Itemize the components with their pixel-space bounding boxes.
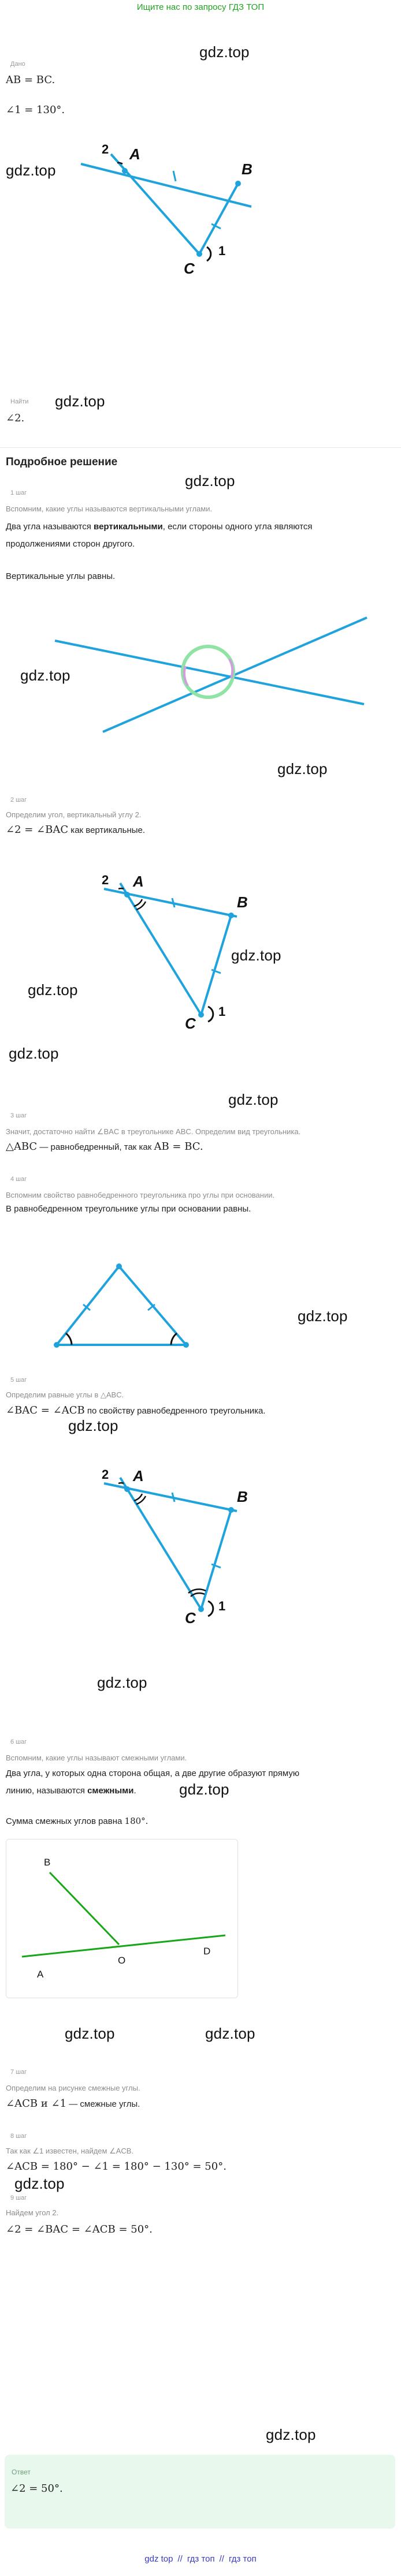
step-4-text: В равнобедренном треугольнике углы при основании равны.	[6, 1204, 251, 1214]
step-9-label: 9 шаг	[10, 2194, 27, 2201]
point-d-label: D	[203, 1946, 211, 1957]
watermark: gdz.top	[6, 162, 56, 179]
angle-1-label: 1	[218, 244, 226, 258]
step-3-hint: Значит, достаточно найти ∠BAC в треугольнике ABC. Определим вид треугольника.	[6, 1127, 301, 1136]
step-8-hint: Так как ∠1 известен, найдем ∠ACB.	[6, 2147, 134, 2155]
angle-2-label: 2	[102, 873, 109, 887]
vertex-c-label: C	[185, 1609, 196, 1627]
step-7-label: 7 шаг	[10, 2069, 27, 2076]
watermark: gdz.top	[55, 392, 105, 410]
vertex-a-label: A	[133, 1467, 144, 1485]
angle-2-label: 2	[102, 142, 109, 156]
point-o-label: O	[118, 1955, 126, 1966]
step-5-line: ∠BAC = ∠ACB по свойству равнобедренного треугольника.	[6, 1404, 266, 1416]
step-9-line: ∠2 = ∠BAC = ∠ACB = 50°.	[6, 2223, 153, 2235]
footer-links	[0, 2554, 401, 2564]
angle-1-label: 1	[218, 1599, 226, 1613]
watermark: gdz.top	[277, 760, 328, 777]
watermark: gdz.top	[199, 43, 250, 61]
vertex-c-label: C	[185, 1015, 196, 1032]
step-7-line: ∠ACB и ∠1 — смежные углы.	[6, 2098, 140, 2110]
triangle-figure-given	[0, 133, 401, 323]
step-8-line: ∠ACB = 180° − ∠1 = 180° − 130° = 50°.	[6, 2160, 227, 2173]
step-6-text: Два угла, у которых одна сторона общая, а две другие образуют прямую линию, называются смежными.	[6, 1769, 300, 1796]
watermark: gdz.top	[14, 2175, 65, 2192]
step-7-hint: Определим на рисунке смежные углы.	[6, 2084, 140, 2092]
watermark: gdz.top	[179, 1781, 229, 1798]
step-1-hint: Вспомним, какие углы называются вертикальными углами.	[6, 504, 213, 513]
step-2-line: ∠2 = ∠BAC как вертикальные.	[6, 824, 146, 836]
watermark: gdz.top	[298, 1307, 348, 1325]
top-promo-link[interactable]: Ищите нас по запросу ГДЗ ТОП	[136, 2, 265, 12]
given-label: Дано	[10, 61, 25, 68]
step-1-text-2: Вертикальные углы равны.	[6, 571, 116, 581]
find-label: Найти	[10, 398, 29, 405]
adjacent-angles-figure	[6, 1839, 238, 1998]
watermark: gdz.top	[231, 947, 281, 964]
watermark: gdz.top	[97, 1674, 147, 1691]
step-9-hint: Найдем угол 2.	[6, 2208, 59, 2217]
answer-box	[5, 2455, 395, 2529]
watermark: gdz.top	[20, 667, 70, 684]
solution-title: Подробное решение	[6, 456, 118, 468]
footer-link-2[interactable]: гдз топ	[187, 2554, 215, 2564]
step-8-label: 8 шаг	[10, 2133, 27, 2140]
vertex-c-label: C	[184, 260, 195, 277]
given-line-1: AB = BC.	[6, 74, 55, 86]
footer-link-1[interactable]: gdz top	[144, 2554, 173, 2564]
angle-2-label: 2	[102, 1467, 109, 1482]
watermark: gdz.top	[65, 2025, 115, 2042]
watermark: gdz.top	[9, 1045, 59, 1062]
watermark: gdz.top	[185, 472, 235, 489]
watermark: gdz.top	[28, 981, 78, 999]
footer-link-3[interactable]: гдз топ	[228, 2554, 257, 2564]
vertex-b-label: B	[242, 160, 253, 178]
point-a-label: A	[37, 1969, 44, 1980]
footer-separator: //	[219, 2554, 224, 2564]
watermark: gdz.top	[68, 1417, 118, 1434]
vertex-b-label: B	[237, 1488, 248, 1505]
step-5-label: 5 шаг	[10, 1377, 27, 1384]
footer-separator: //	[177, 2554, 183, 2564]
step-6-label: 6 шаг	[10, 1738, 27, 1745]
step-2-label: 2 шаг	[10, 797, 27, 803]
step-5-hint: Определим равные углы в △ABC.	[6, 1390, 124, 1399]
vertex-b-label: B	[237, 893, 248, 911]
step-1-label: 1 шаг	[10, 489, 27, 496]
vertex-a-label: A	[129, 145, 140, 163]
given-line-2: ∠1 = 130°.	[6, 104, 65, 116]
step-3-label: 3 шаг	[10, 1112, 27, 1119]
watermark: gdz.top	[266, 2426, 316, 2443]
step-4-hint: Вспомним свойство равнобедренного треугольника про углы при основании.	[6, 1191, 275, 1199]
isosceles-triangle-figure	[0, 1218, 401, 1356]
answer-value: ∠2 = 50°.	[10, 2482, 63, 2495]
step-6-text-2: Сумма смежных углов равна 180°.	[6, 1816, 148, 1826]
point-b-label: B	[44, 1857, 51, 1868]
answer-label: Ответ	[12, 2468, 31, 2476]
watermark: gdz.top	[205, 2025, 255, 2042]
vertex-a-label: A	[133, 873, 144, 890]
watermark: gdz.top	[228, 1091, 279, 1108]
triangle-figure-step-2	[0, 843, 401, 1033]
step-4-label: 4 шаг	[10, 1176, 27, 1183]
find-value: ∠2.	[6, 412, 25, 424]
step-1-text: Два угла называются вертикальными, если стороны одного угла являются продолжениями сторон другого.	[6, 522, 313, 549]
step-3-line: △ABC — равнобедренный, так как AB = BC.	[6, 1141, 203, 1153]
step-2-hint: Определим угол, вертикальный углу 2.	[6, 810, 142, 819]
triangle-figure-step-5	[0, 1437, 401, 1633]
step-6-hint: Вспомним, какие углы называют смежными углами.	[6, 1754, 187, 1762]
angle-1-label: 1	[218, 1004, 226, 1019]
